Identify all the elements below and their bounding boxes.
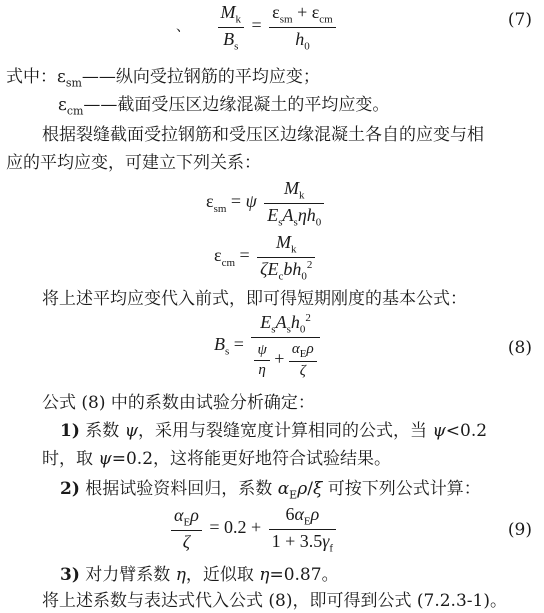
- item-1-line-1: 1) 系数 ψ，采用与裂缝宽度计算相同的公式，当 ψ<0.2: [60, 421, 488, 441]
- mk-over-es-as-eta-h0: $\frac{M_k}{E_sA_s\eta h_0}$: [264, 178, 324, 228]
- eps-sm-description: ——纵向受拉钢筋的平均应变；: [81, 67, 320, 87]
- equation-7: 、 $\frac{M_k}{B_s}$ = $\frac{\varepsilon_{sm} + \varepsilon_{cm}}{h_0}$: [176, 2, 339, 52]
- item-3: 3) 对力臂系数 η，近似取 η=0.87。: [60, 565, 339, 585]
- paragraph-1-line-1: 根据裂缝截面受拉钢筋和受压区边缘混凝土各自的应变与相: [42, 125, 484, 145]
- equation-8: $B_s$ = $E_sA_sh_0^2$ $\frac{\psi}{\eta}$ + $\frac{\alpha_E\rho}{\zeta}$: [214, 312, 323, 380]
- equation-7-number: (7): [507, 10, 532, 30]
- equation-9: $\frac{\alpha_E\rho}{\zeta}$ = 0.2 + $\frac{6\alpha_E\rho}{1 + 3.5\gamma_f}$: [168, 504, 339, 554]
- equation-9-number: (9): [507, 520, 532, 540]
- final-paragraph: 将上述系数与表达式代入公式 (8)，即可得到公式 (7.2.3-1)。: [42, 591, 507, 611]
- paragraph-3: 公式 (8) 中的系数由试验分析确定：: [42, 393, 315, 413]
- item-1-line-2: 时，取 ψ=0.2，这将能更好地符合试验结果。: [42, 449, 392, 469]
- equation-8-number: (8): [507, 338, 532, 358]
- mk-over-bs: $\frac{M_k}{B_s}$: [218, 2, 245, 52]
- mk-over-zeta-ec-b-h0sq: $\frac{M_k}{\zeta E_cbh_0^2}$: [257, 232, 315, 282]
- item-3-number: 3): [60, 565, 80, 585]
- strain-sum-over-h0: $\frac{\varepsilon_{sm} + \varepsilon_{cm}}{h_0}$: [269, 2, 336, 52]
- where-label: 式中：: [6, 67, 57, 87]
- equation-7-prefix: 、: [176, 20, 190, 36]
- where-eps-cm: $\varepsilon_{cm}——$截面受压区边缘混凝土的平均应变。: [58, 95, 390, 118]
- item-2-number: 2): [60, 479, 80, 499]
- eps-cm-description: ——截面受压区边缘混凝土的平均应变。: [83, 95, 390, 115]
- equation-eps-sm: $\varepsilon_{sm} = \psi$ $\frac{M_k}{E_sA_s\eta h_0}$: [206, 178, 327, 228]
- item-1-number: 1): [60, 421, 80, 441]
- paragraph-2: 将上述平均应变代入前式，即可得短期刚度的基本公式：: [42, 289, 467, 309]
- stiffness-fraction: $E_sA_sh_0^2$ $\frac{\psi}{\eta}$ + $\frac{\alpha_E\rho}{\zeta}$: [251, 312, 319, 380]
- alpha-rho-over-zeta: $\frac{\alpha_E\rho}{\zeta}$: [171, 505, 202, 553]
- paragraph-1-line-2: 应的平均应变，可建立下列关系：: [6, 153, 261, 173]
- item-2: 2) 根据试验资料回归，系数 $\alpha_E\rho/\xi$ 可按下列公式计算：: [60, 479, 481, 502]
- eq9-fraction: $\frac{6\alpha_E\rho}{1 + 3.5\gamma_f}$: [269, 504, 336, 554]
- where-eps-sm: 式中：$\varepsilon_{sm}——$纵向受拉钢筋的平均应变；: [6, 67, 320, 90]
- equation-eps-cm: $\varepsilon_{cm}$ = $\frac{M_k}{\zeta E_cbh_0^2}$: [214, 232, 318, 282]
